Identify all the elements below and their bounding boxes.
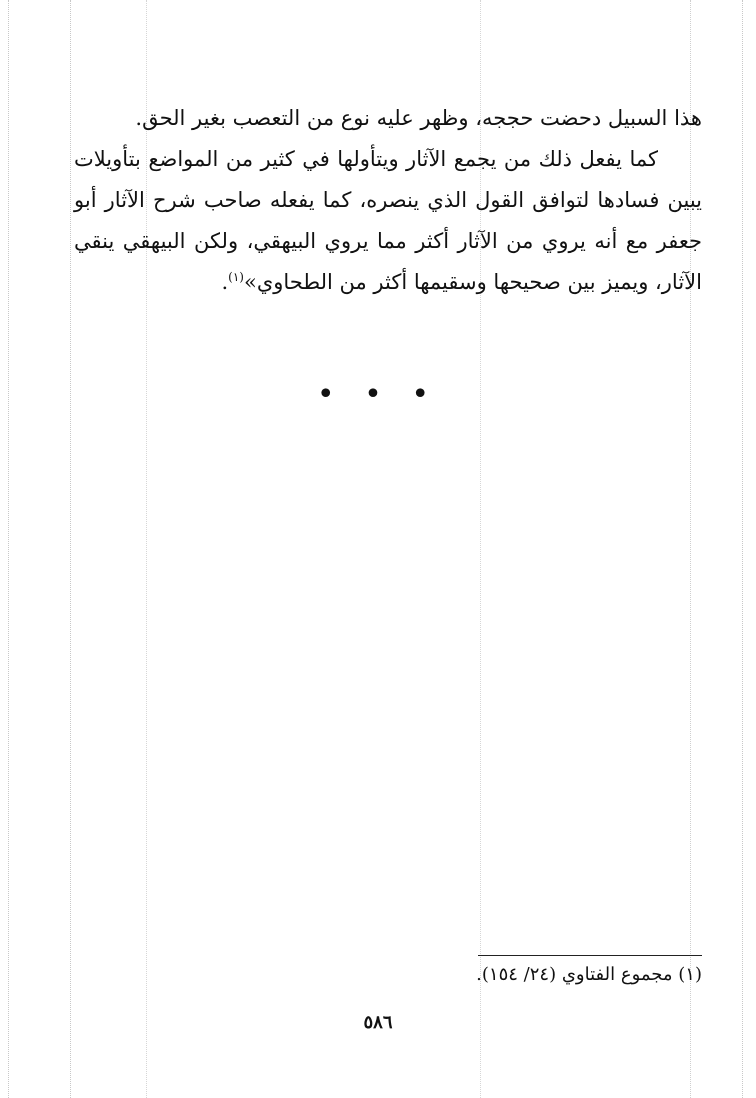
section-separator: • • • — [316, 377, 440, 412]
paragraph-continuation: هذا السبيل دحضت حججه، وظهر عليه نوع من التعصب بغير الحق. — [135, 106, 702, 130]
scan-guide-line — [8, 0, 9, 1098]
scan-guide-line — [742, 0, 743, 1098]
body-text — [74, 98, 702, 303]
scan-guide-line — [70, 0, 71, 1098]
footnote: (١) مجموع الفتاوي (٢٤/ ١٥٤). — [476, 964, 702, 985]
footnote-reference: (١) — [228, 270, 244, 284]
page-number: ٥٨٦ — [363, 1012, 393, 1033]
paragraph-quote: كما يفعل ذلك من يجمع الآثار ويتأولها في كثير من المواضع بتأويلات يبين فسادها لتوافق القول الذي ينصره، كما يفعله صاحب شرح الآثار أبو جعفر مع أنه يروي من الآثار أكثر مما يروي البيهقي، ولكن البيهقي ينقي الآثار، ويميز بين صحيحها وسقيمها أكثر من الطحاوي»$^{(١)}$. — [74, 147, 702, 294]
footnote-divider — [478, 955, 702, 956]
paragraph-quote-text: كما يفعل ذلك من يجمع الآثار ويتأولها في كثير من المواضع بتأويلات يبين فسادها لتوافق القول الذي ينصره، كما يفعله صاحب شرح الآثار أبو جعفر مع أنه يروي من الآثار أكثر مما يروي البيهقي، ولكن البيهقي ينقي الآثار، ويميز بين صحيحها وسقيمها أكثر من الطحاوي» — [74, 147, 702, 294]
